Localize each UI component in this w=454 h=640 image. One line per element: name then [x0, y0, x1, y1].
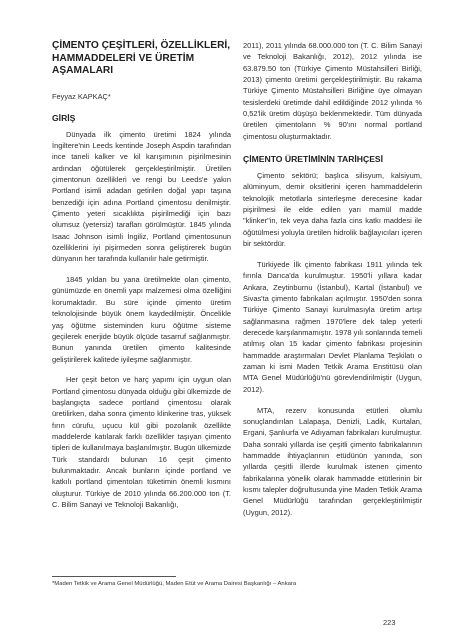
left-column [52, 40, 231, 520]
footnote-divider [52, 576, 176, 577]
paragraph: Türkiyede İlk çimento fabrikası 1911 yılında tek fırınla Darıca'da kurulmuştur. 1950'li yıllara kadar Ankara, Zeytinburnu (İstanbul), Kartal (İstanbul) ve Sivas'ta çimento fabrikaları açılmıştır. 1950'den sonra Türkiye Çimento Sanayi kurulmasıyla üretim artışı sağlanmasına rağmen 1970'lere dek talep yeterli derecede karşılanmamıştır. 1978 yılı sonlarında temeli atılmış olan 15 kadar çimento fabrikası projesinin hammadde araştırmaları Devlet Planlama Teşkilatı o zaman ki ismi Maden Tetkik Arama Enstitüsü olan MTA Genel Müdürlüğü'nü görevlendirilmiştir (Uygun, 2012). [243, 260, 422, 394]
footnote: *Maden Tetkik ve Arama Genel Müdürlüğü, Maden Etüt ve Arama Dairesi Başkanlığı – Ankara [52, 581, 297, 587]
page-number: 223 [383, 618, 396, 627]
paragraph: Dünyada ilk çimento üretimi 1824 yılında İngiltere'nin Leeds kentinde Joseph Aspdin tarafından ince taneli kalker ve kil karışımının pişirilmesinin ardından öğütülerek gerçekleştirilmiştir. Üretilen çimentonun özellikleri ve rengi bu Leeds'e yakın Portland isimli adadan getirilen doğal yapı taşına benzediği için adına Portland çimentosu denilmiştir. Çimento yeteri sıcaklıkta pişirilmediği için bazı olumsuz (yetersiz) tarafları görülmüştür. 1845 yılında Isaac Johnson isimli İngiliz, Portland çimentosunun özelliklerini iyi pişirmeden sonra geliştirerek bugün dünyanın her tarafında kullanılır hale getirmiştir. [52, 129, 231, 264]
paragraph: Her çeşit beton ve harç yapımı için uygun olan Portland çimentosu dünyada olduğu gibi ülkemizde de başlangıçta sadece portland çimentosu olarak üretilirken, daha sonra çimento klinkerine tras, yüksek fırın cürufu, uçucu kül gibi pozolanik özellikte maddelerde katılarak farklı özellikler taşıyan çimento tipleri de kullanılmaya başlanılmıştır. Bugün ülkemizde Türk standardı bulunan 16 çeşit çimento bulunmaktadır. Ancak bunların içinde portland ve katkılı portland çimentoları tüketimin önemli kısmını oluşturur. Türkiye de 2010 yılında 66.200.000 ton (T. C. Bilim Sanayi ve Teknoloji Bakanlığı, [52, 375, 231, 510]
right-column [243, 40, 422, 528]
paragraph: 1845 yıldan bu yana üretilmekte olan çimento, günümüzde en önemli yapı malzemesi olma özelliğini korumaktadır. Bu süre içinde çimento üretim teknolojisinde büyük önem kaydedilmiştir. Öncelikle yaş öğütme sisteminden kuru öğütme sisteme geçilerek enerjide büyük ölçüde tasarruf sağlanmıştır. Bunun yanında üretilen çimento kalitesinde geliştirilerek kalitede iyileşme sağlanmıştır. [52, 275, 231, 364]
section-heading-tarihce: ÇİMENTO ÜRETİMİNİN TARİHÇESİ [243, 154, 384, 165]
paragraph: MTA, rezerv konusunda etütleri olumlu sonuçlandırılan Lalapaşa, Denizli, Ladik, Kurtalan, Ergani, Şanlıurfa ve Adıyaman fabrikaları kurulmuştur. Daha sonraki yıllarda ise çeşitli çimento fabrikalarının hammadde ihtiyaçlarının etüdünün yanında, son yıllarda çeşitli illerde kurulmak istenen çimento fabrikalarına yönelik olarak hammadde etütlerinin bir kısmı talepler doğrultusunda yine Maden Tetkik Arama Genel Müdürlüğü tarafından gerçekleştirilmiştir (Uygun, 2012). [243, 405, 422, 517]
author-line: Feyyaz KAPKAÇ* [52, 91, 111, 101]
section-heading-giris: GİRİŞ [52, 112, 76, 123]
article-title: ÇİMENTO ÇEŞİTLERİ, ÖZELLİKLERİ, HAMMADDELERİ VE ÜRETİM AŞAMALARI [52, 40, 231, 76]
paragraph-continuation: 2011), 2011 yılında 68.000.000 ton (T. C. Bilim Sanayi ve Teknoloji Bakanlığı, 2012), 2012 yılında ise 63.879.50 ton (Türkiye Çimento Müstahsilleri Birliği, 2013) çimento üretimi gerçekleştirilmiştir. Bu rakama Türkiye Çimento Müstahsilleri Birliğine üye olmayan tesislerdeki üretimde dahil edildiğinde 2012 yılında % 0,52'lik üretim düşüşü beklenmektedir. Tüm dünyada üretilen çimentoların % 90'ını normal portland çimentosu oluşturmaktadır. [243, 41, 422, 141]
paragraph: Çimento sektörü; başlıca silisyum, kalsiyum, alüminyum, demir oksitlerini içeren hammaddelerin teknolojik metotlarla sinterleşme derecesine kadar pişirilmesi ile elde edilen yarı mamül madde "klinker"in, tek veya daha fazla cins katkı maddesi ile öğütülmesi yoluyla üretilen hidrolik bağlayıcıları içeren bir sektördür. [243, 171, 422, 249]
